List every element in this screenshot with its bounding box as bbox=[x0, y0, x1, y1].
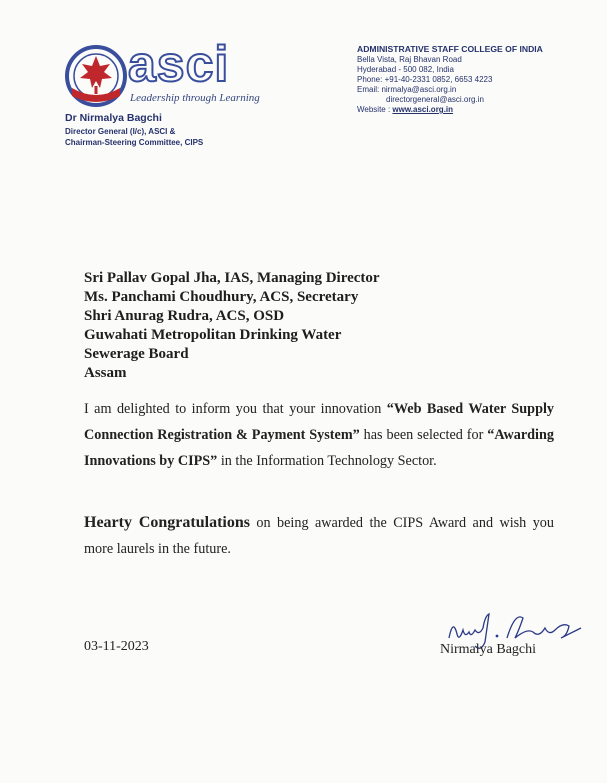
award-name: “Awarding Innovations by CIPS” bbox=[84, 427, 554, 469]
signatory-name: Nirmalya Bagchi bbox=[440, 642, 537, 657]
body-paragraph-1 bbox=[84, 396, 554, 474]
address-line-1: Bella Vista, Raj Bhavan Road bbox=[357, 55, 462, 64]
email-line-1: Email: nirmalya@asci.org.in bbox=[357, 85, 457, 94]
p1-text: has been selected for bbox=[359, 427, 488, 443]
college-address-block bbox=[357, 44, 543, 115]
p1-text: I am delighted to inform you that your innovation bbox=[84, 401, 387, 417]
logo-wordmark: asci bbox=[128, 36, 230, 92]
congratulations-heading: Hearty Congratulations bbox=[84, 514, 250, 531]
letter-date: 03-11-2023 bbox=[84, 639, 149, 654]
recipient-line: Guwahati Metropolitan Drinking Water bbox=[84, 327, 342, 343]
address-line-2: Hyderabad - 500 082, India bbox=[357, 65, 454, 74]
p2-text: on being awarded the CIPS Award and wish you more laurels in the future. bbox=[84, 515, 554, 557]
recipient-line: Ms. Panchami Choudhury, ACS, Secretary bbox=[84, 289, 359, 305]
body-paragraph-2 bbox=[84, 510, 554, 562]
email-line-2: directorgeneral@asci.org.in bbox=[386, 95, 484, 104]
sender-name: Dr Nirmalya Bagchi bbox=[65, 112, 162, 124]
recipient-line: Sri Pallav Gopal Jha, IAS, Managing Director bbox=[84, 270, 380, 286]
recipient-line: Assam bbox=[84, 365, 127, 381]
innovation-title: “Web Based Water Supply Connection Registration & Payment System” bbox=[84, 401, 554, 443]
phone-line: Phone: +91-40-2331 0852, 6653 4223 bbox=[357, 75, 493, 84]
website-line bbox=[357, 105, 543, 115]
recipient-line: Shri Anurag Rudra, ACS, OSD bbox=[84, 308, 285, 324]
asci-emblem-icon bbox=[64, 44, 128, 108]
recipient-line: Sewerage Board bbox=[84, 346, 189, 362]
p1-text: in the Information Technology Sector. bbox=[217, 453, 437, 469]
logo-tagline: Leadership through Learning bbox=[130, 92, 260, 104]
website-link[interactable]: www.asci.org.in bbox=[392, 105, 454, 114]
website-label: Website : bbox=[357, 105, 393, 114]
sender-title-2: Chairman-Steering Committee, CIPS bbox=[65, 138, 204, 147]
asci-logo bbox=[64, 36, 294, 114]
sender-title-1: Director General (I/c), ASCI & bbox=[65, 127, 176, 136]
sender-block bbox=[65, 112, 203, 148]
recipient-block bbox=[84, 269, 380, 383]
college-name: ADMINISTRATIVE STAFF COLLEGE OF INDIA bbox=[357, 44, 543, 54]
